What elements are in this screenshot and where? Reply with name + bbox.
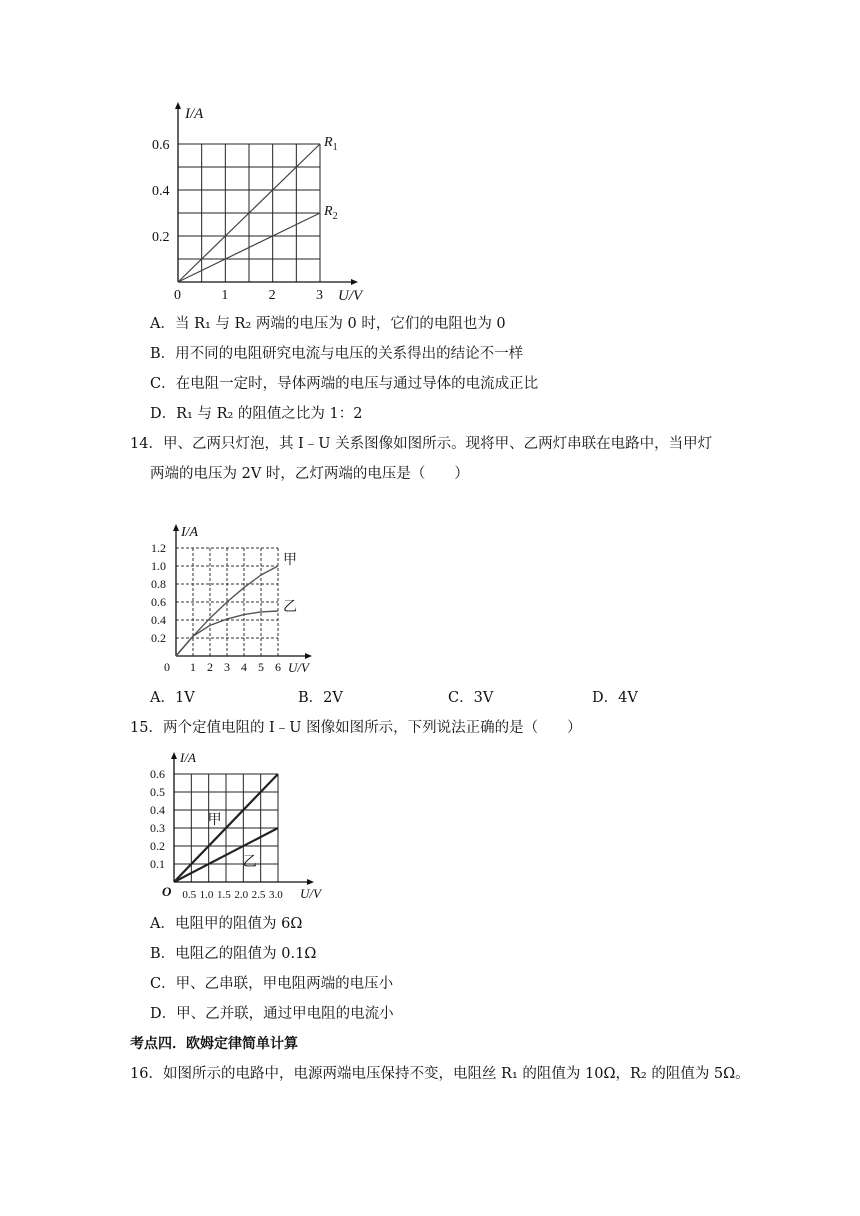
option-text: 当 R₁ 与 R₂ 两端的电压为 0 时，它们的电阻也为 0 [174, 316, 506, 332]
option-letter: D． [150, 406, 177, 422]
q13-option-b[interactable] [150, 344, 523, 364]
option-letter: B． [150, 946, 176, 962]
chart-14 [140, 516, 330, 682]
chart-15-labels [150, 750, 323, 901]
q13-option-d[interactable] [150, 404, 363, 424]
section-heading: 考点四．欧姆定律简单计算 [130, 1036, 298, 1052]
q16-stem: 16．如图所示的电路中，电源两端电压保持不变，电阻丝 R₁ 的阻值为 10Ω，R₂ 的阻值为 5Ω。 [130, 1066, 750, 1082]
y-tick-label: 0.8 [151, 577, 166, 591]
x-tick-label: 2 [207, 660, 213, 674]
chart-14-axes [173, 524, 312, 659]
option-letter: A． [150, 916, 175, 932]
y-tick-label: 0.6 [150, 767, 165, 781]
x-tick-label: 0.5 [182, 889, 197, 901]
y-tick-label: 0.6 [152, 138, 170, 153]
chart-13 [140, 96, 380, 306]
series-label-甲: 甲 [207, 813, 222, 828]
option-letter: C． [150, 976, 176, 992]
series-label-R2: $R_2$ [324, 204, 338, 222]
y-tick-label: 0.5 [150, 785, 165, 799]
x-tick-label: 1.0 [199, 889, 214, 901]
y-tick-label: 0.4 [152, 184, 170, 199]
q15-option-a[interactable] [150, 914, 302, 934]
option-text: 甲、乙并联，通过甲电阻的电流小 [176, 1006, 394, 1022]
x-tick-label: 2.5 [251, 889, 266, 901]
x-axis-label: U/V [288, 660, 309, 675]
y-tick-label: 1.2 [151, 541, 166, 555]
series-label-甲: 甲 [283, 553, 297, 568]
x-axis-label: U/V [338, 288, 363, 304]
q13-option-a[interactable] [150, 314, 506, 334]
x-tick-label: 2.0 [234, 889, 249, 901]
q15-option-c[interactable] [150, 974, 393, 994]
y-axis-arrow [173, 524, 179, 531]
y-tick-label: 0.4 [150, 803, 165, 817]
chart-15 [140, 746, 340, 906]
x-tick-label: 4 [241, 660, 247, 674]
chart-14-series [176, 552, 297, 656]
x-tick-label: 1 [190, 660, 196, 674]
option-letter: D． [150, 1006, 177, 1022]
q14-option-b[interactable]: B．2V [298, 690, 343, 706]
x-tick-label: 3.0 [269, 889, 283, 901]
option-text: 电阻甲的阻值为 6Ω [174, 916, 303, 932]
x-tick-label: 1 [221, 288, 229, 303]
q14-option-d[interactable]: D．4V [592, 690, 638, 706]
q15-stem: 15．两个定值电阻的 I﹣U 图像如图所示，下列说法正确的是（ ） [130, 720, 582, 736]
series-label-R1: $R_1$ [324, 135, 338, 153]
x-axis-arrow [351, 279, 358, 285]
option-text: R₁ 与 R₂ 的阻值之比为 1：2 [176, 406, 363, 422]
q14-stem-line1: 14．甲、乙两只灯泡，其 I﹣U 关系图像如图所示。现将甲、乙两灯串联在电路中，当甲灯 [130, 436, 713, 452]
y-axis-label: I/A [181, 525, 199, 540]
origin-label: 0 [164, 660, 170, 674]
y-tick-label: 0.3 [150, 821, 165, 835]
y-tick-label: 0.2 [150, 839, 165, 853]
option-text: 电阻乙的阻值为 0.1Ω [175, 946, 317, 962]
option-letter: C． [150, 376, 176, 392]
x-tick-label: 2 [268, 288, 276, 303]
y-tick-label: 1.0 [151, 559, 166, 573]
y-axis-label: I/A [185, 106, 204, 122]
x-tick-label: 6 [275, 660, 281, 674]
x-tick-label: 0 [174, 288, 181, 303]
origin-label: O [162, 884, 172, 899]
y-axis-arrow [171, 752, 177, 759]
option-text: 用不同的电阻研究电流与电压的关系得出的结论不一样 [175, 346, 524, 362]
y-tick-label: 0.6 [151, 595, 166, 609]
q14-stem-line2: 两端的电压为 2V 时，乙灯两端的电压是（ ） [150, 466, 469, 482]
option-text: 在电阻一定时，导体两端的电压与通过导体的电流成正比 [175, 376, 539, 392]
option-text: 甲、乙串联，甲电阻两端的电压小 [175, 976, 394, 992]
option-letter: A． [150, 316, 175, 332]
x-axis-arrow [305, 653, 312, 659]
x-axis-label: U/V [300, 886, 321, 901]
y-tick-label: 0.2 [151, 631, 166, 645]
q14-option-a[interactable]: A．1V [150, 690, 195, 706]
y-tick-label: 0.1 [150, 857, 165, 871]
x-axis-arrow [307, 879, 314, 885]
series-label-乙: 乙 [242, 855, 257, 870]
x-tick-label: 1.5 [217, 889, 231, 901]
q13-option-c[interactable] [150, 374, 538, 394]
option-letter: B． [150, 346, 176, 362]
q15-option-b[interactable] [150, 944, 316, 964]
x-tick-label: 3 [316, 288, 323, 303]
y-tick-label: 0.4 [151, 613, 166, 627]
q14-option-c[interactable]: C．3V [448, 690, 494, 706]
x-tick-label: 3 [224, 660, 230, 674]
x-tick-label: 5 [258, 660, 264, 674]
q15-option-d[interactable] [150, 1004, 394, 1024]
y-axis-label: I/A [180, 750, 196, 765]
y-axis-arrow [175, 102, 181, 109]
y-tick-label: 0.2 [152, 230, 170, 245]
series-label-乙: 乙 [283, 600, 297, 615]
